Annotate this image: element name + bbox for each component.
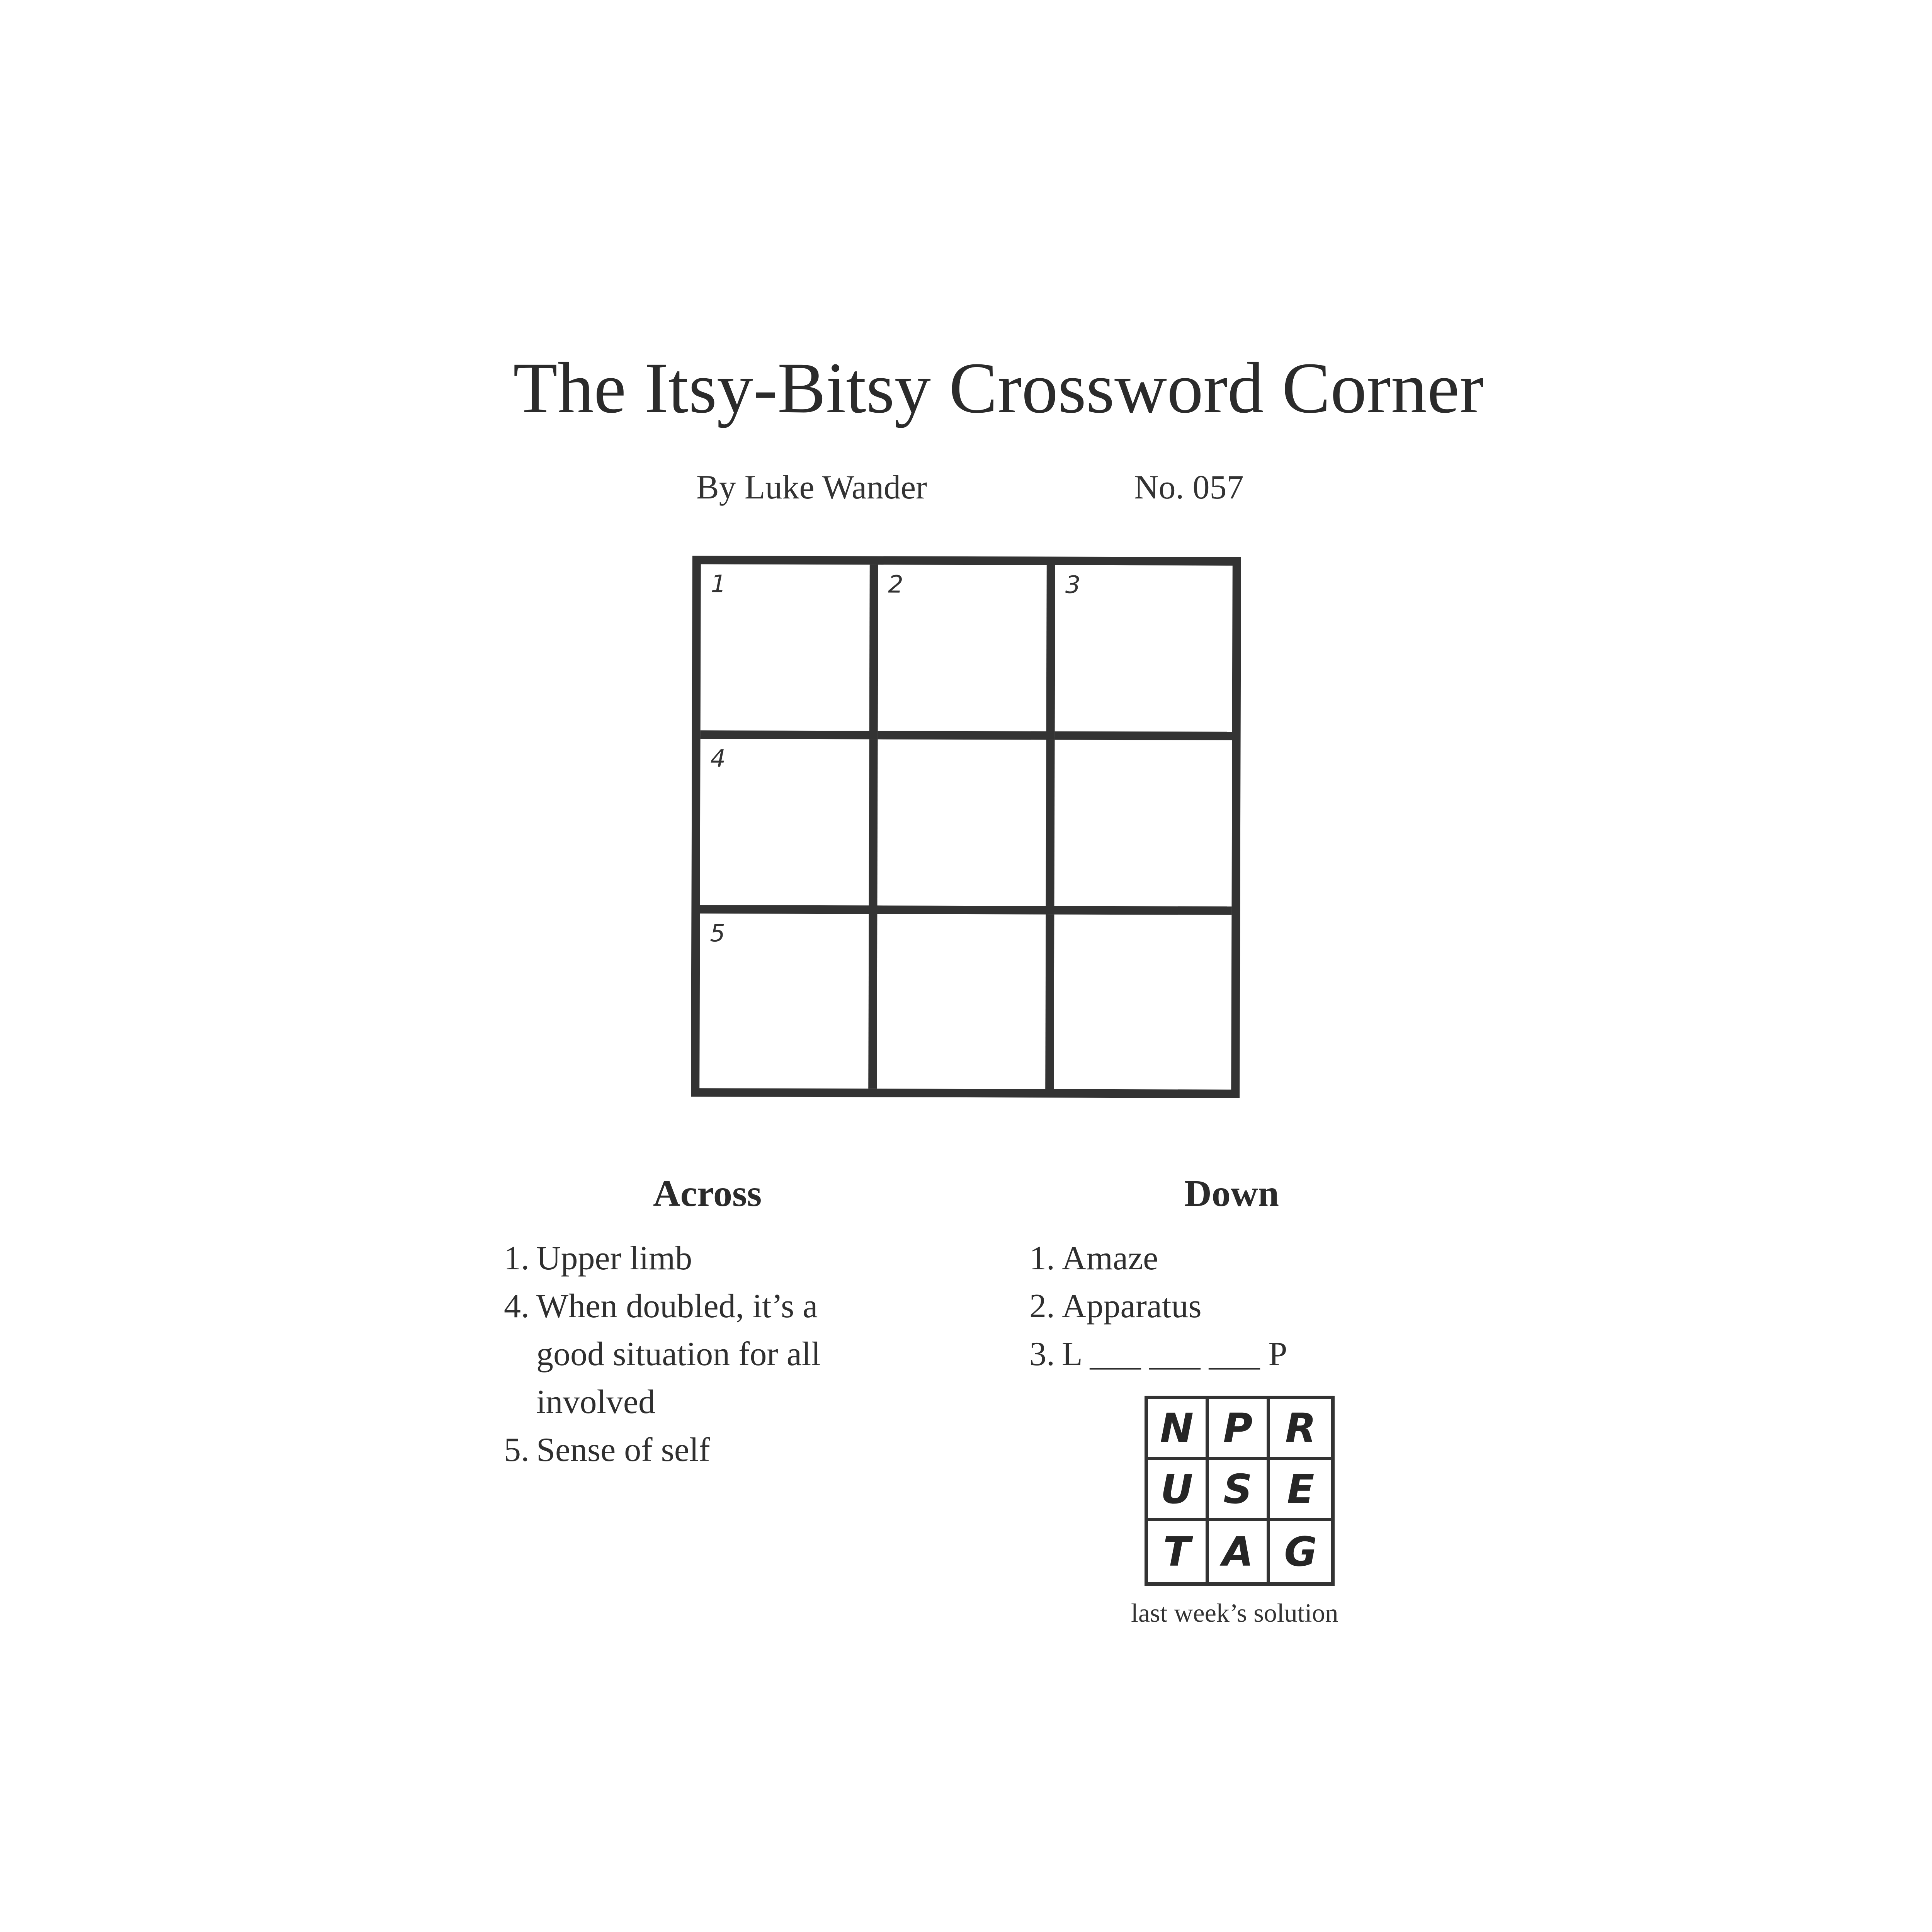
solution-letter: S (1209, 1460, 1270, 1521)
grid-cell-5[interactable] (877, 739, 1055, 914)
clue-text: Sense of self (536, 1431, 710, 1469)
solution-letter: A (1209, 1521, 1270, 1582)
solution-letter: T (1148, 1521, 1209, 1582)
clue-number: 2. (1029, 1287, 1055, 1325)
clue-text: Apparatus (1062, 1287, 1202, 1325)
solution-letter: N (1148, 1399, 1209, 1460)
puzzle-title: The Itsy-Bitsy Crossword Corner (513, 347, 1484, 428)
clue-text: L ___ ___ ___ P (1062, 1335, 1287, 1373)
grid-cell-2[interactable] (878, 565, 1055, 740)
solution-letter: U (1148, 1460, 1209, 1521)
down-clue (1018, 1282, 1366, 1330)
clue-text: Upper limb (536, 1240, 692, 1277)
clue-number: 1. (504, 1240, 529, 1277)
solution-letter: P (1209, 1399, 1270, 1460)
down-heading: Down (1184, 1173, 1279, 1214)
grid-cell-3[interactable] (1055, 565, 1233, 740)
cell-number: 5 (710, 919, 725, 947)
grid-cell-4[interactable] (700, 739, 878, 914)
author-byline: By Luke Wander (696, 469, 927, 506)
solution-caption: last week’s solution (1131, 1598, 1338, 1628)
last-week-solution-grid (1145, 1396, 1335, 1586)
clue-number: 4. (504, 1287, 529, 1325)
grid-cell-1[interactable] (701, 564, 878, 739)
solution-letter: E (1270, 1460, 1331, 1521)
clue-text: When doubled, it’s a good situation for all involved (536, 1287, 821, 1421)
grid-cell-8[interactable] (877, 914, 1054, 1089)
down-clue-list (1018, 1235, 1366, 1378)
cell-number: 3 (1065, 570, 1081, 599)
clue-text: Amaze (1062, 1240, 1158, 1277)
issue-number: No. 057 (1134, 469, 1244, 506)
cell-number: 4 (710, 744, 726, 773)
across-clue (493, 1235, 937, 1282)
clue-number: 1. (1029, 1240, 1055, 1277)
clue-number: 3. (1029, 1335, 1055, 1373)
across-clue-list (493, 1235, 937, 1474)
crossword-grid (691, 556, 1241, 1098)
grid-cell-9[interactable] (1054, 915, 1232, 1090)
solution-letter: R (1270, 1399, 1331, 1460)
grid-cell-6[interactable] (1054, 740, 1232, 915)
clue-number: 5. (504, 1431, 529, 1469)
solution-letter: G (1284, 1528, 1317, 1575)
grid-cell-7[interactable] (699, 913, 877, 1088)
down-clue (1018, 1330, 1366, 1378)
cell-number: 2 (888, 570, 903, 599)
across-clue (493, 1282, 937, 1426)
across-heading: Across (653, 1173, 762, 1214)
across-clue (493, 1426, 937, 1474)
cell-number: 1 (711, 570, 726, 598)
down-clue (1018, 1235, 1366, 1282)
